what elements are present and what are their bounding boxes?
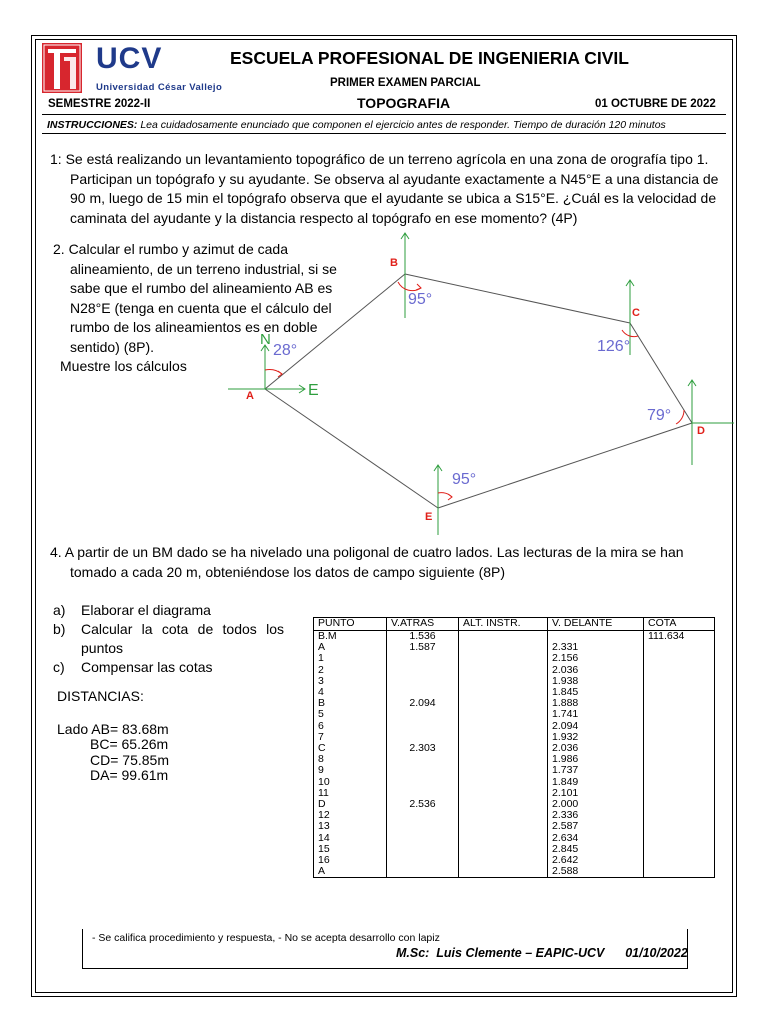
table-cell [459, 765, 548, 776]
course-title: TOPOGRAFIA [357, 95, 451, 111]
table-cell [644, 642, 715, 653]
task-item: a) Elaborar el diagrama [53, 602, 211, 618]
table-cell [387, 754, 459, 765]
question-1-line: 1: Se está realizando un levantamiento topográfico de un terreno agrícola en una zona de orografía tipo 1. [50, 151, 709, 167]
table-cell [459, 810, 548, 821]
distance-item: BC= 65.26m [90, 736, 169, 752]
edge-ab [265, 274, 405, 389]
table-cell [459, 732, 548, 743]
column-header: PUNTO [314, 618, 387, 631]
instructions-label: INSTRUCCIONES: [47, 119, 138, 131]
table-cell [459, 676, 548, 687]
table-cell [459, 821, 548, 832]
table-row [314, 676, 715, 687]
question-2-line: sentido) (8P). [70, 338, 155, 355]
task-item: b) Calcular la cota de todos los [53, 621, 284, 637]
table-cell: 2.094 [387, 698, 459, 709]
table-cell [459, 844, 548, 855]
distance-item: DA= 99.61m [90, 767, 169, 783]
table-cell [387, 844, 459, 855]
table-cell: 10 [314, 777, 387, 788]
table-row [314, 653, 715, 664]
table-cell: 5 [314, 709, 387, 720]
table-row [314, 642, 715, 653]
table-row [314, 665, 715, 676]
table-cell [459, 866, 548, 878]
table-cell: 2.101 [548, 788, 644, 799]
angle-label: 95° [452, 471, 477, 488]
table-cell [387, 866, 459, 878]
table-cell: 2.000 [548, 799, 644, 810]
column-header: V. DELANTE [548, 618, 644, 631]
table-cell: 1.845 [548, 687, 644, 698]
task-item: puntos [81, 640, 124, 656]
task-item: c) Compensar las cotas [53, 659, 213, 675]
table-row [314, 765, 715, 776]
table-cell: 1.986 [548, 754, 644, 765]
table-cell: 2.587 [548, 821, 644, 832]
edge-bc [405, 274, 630, 323]
table-row [314, 799, 715, 810]
table-row [314, 855, 715, 866]
table-cell: 15 [314, 844, 387, 855]
table-cell [644, 743, 715, 754]
table-row [314, 866, 715, 878]
east-label: E [308, 382, 319, 399]
question-2-line: Muestre los cálculos [60, 358, 187, 374]
table-cell: A [314, 866, 387, 878]
table-cell: 2.845 [548, 844, 644, 855]
table-cell [644, 777, 715, 788]
table-row [314, 821, 715, 832]
exam-date: 01 OCTUBRE DE 2022 [595, 98, 716, 110]
column-header: COTA [644, 618, 715, 631]
table-cell [459, 709, 548, 720]
table-cell: 2.331 [548, 642, 644, 653]
table-cell [644, 844, 715, 855]
table-cell: 9 [314, 765, 387, 776]
table-cell: 2.303 [387, 743, 459, 754]
exam-title: PRIMER EXAMEN PARCIAL [330, 77, 481, 89]
point-label-e: E [425, 511, 433, 523]
table-cell [644, 810, 715, 821]
table-cell: 11 [314, 788, 387, 799]
table-cell [387, 676, 459, 687]
table-cell [387, 777, 459, 788]
table-cell [459, 833, 548, 844]
table-cell [387, 709, 459, 720]
table-row [314, 631, 715, 643]
north-arrow-icon [434, 465, 442, 535]
table-cell [644, 687, 715, 698]
question-1-line: Participan un topógrafo y su ayudante. Se observa al ayudante exactamente a N45°E a una distancia de [70, 170, 719, 187]
table-cell [387, 665, 459, 676]
school-title: ESCUELA PROFESIONAL DE INGENIERIA CIVIL [230, 48, 629, 68]
table-cell: 1.741 [548, 709, 644, 720]
table-cell [644, 721, 715, 732]
table-cell: 2.094 [548, 721, 644, 732]
table-cell: 2.536 [387, 799, 459, 810]
table-cell [387, 765, 459, 776]
angle-label: 95° [408, 291, 433, 308]
table-cell [459, 788, 548, 799]
angle-label: 28° [273, 342, 298, 359]
question-2-line: N28°E (tenga en cuenta que el cálculo del [70, 299, 332, 316]
table-cell [387, 653, 459, 664]
table-cell [459, 687, 548, 698]
table-cell: 2.036 [548, 665, 644, 676]
table-cell [459, 698, 548, 709]
distance-item: CD= 75.85m [90, 751, 169, 768]
table-body [314, 631, 715, 878]
table-cell: 2.156 [548, 653, 644, 664]
table-cell [459, 721, 548, 732]
distances-title: DISTANCIAS: [57, 688, 144, 704]
table-cell [644, 788, 715, 799]
edge-ea [265, 389, 438, 508]
table-cell: 13 [314, 821, 387, 832]
table-row [314, 709, 715, 720]
table-cell [644, 709, 715, 720]
point-label-d: D [697, 425, 705, 437]
angle-label: 126° [597, 338, 631, 355]
logo-text: UCV [96, 42, 163, 75]
question-2-line: 2. Calcular el rumbo y azimut de cada [53, 241, 288, 257]
table-cell: 1 [314, 653, 387, 664]
table-row [314, 788, 715, 799]
table-header-row [314, 618, 715, 631]
table-cell: B.M [314, 631, 387, 643]
table-cell: D [314, 799, 387, 810]
table-cell [644, 653, 715, 664]
table-cell [644, 676, 715, 687]
table-cell: A [314, 642, 387, 653]
table-cell [459, 653, 548, 664]
table-cell [644, 665, 715, 676]
table-cell: 12 [314, 810, 387, 821]
table-cell [459, 777, 548, 788]
distance-item: Lado AB= 83.68m [57, 720, 169, 737]
instructions-text: Lea cuidadosamente enunciado que componen el ejercicio antes de responder. Tiempo de duración 120 minutos [137, 119, 666, 131]
leveling-table [313, 617, 715, 878]
table-cell: 2 [314, 665, 387, 676]
table-cell: C [314, 743, 387, 754]
table-row [314, 721, 715, 732]
table-cell [459, 799, 548, 810]
table-cell [387, 833, 459, 844]
table-row [314, 687, 715, 698]
table-cell [644, 799, 715, 810]
table-cell: 1.536 [387, 631, 459, 643]
table-row [314, 844, 715, 855]
table-cell: 1.932 [548, 732, 644, 743]
table-cell [459, 631, 548, 643]
table-row [314, 698, 715, 709]
north-arrow-icon [688, 380, 734, 465]
footer-note: - Se califica procedimiento y respuesta, - No se acepta desarrollo con lapiz [92, 932, 440, 944]
table-cell: 14 [314, 833, 387, 844]
angle-label: 79° [647, 407, 672, 424]
table-cell: 2.036 [548, 743, 644, 754]
table-cell [459, 754, 548, 765]
table-cell: 1.938 [548, 676, 644, 687]
column-header: ALT. INSTR. [459, 618, 548, 631]
table-cell [644, 833, 715, 844]
table-cell: 3 [314, 676, 387, 687]
table-cell: 6 [314, 721, 387, 732]
question-1-line: 90 m, luego de 15 min el topógrafo observa que el ayudante se ubica a S15°E. ¿Cuál es la velocidad de [70, 190, 717, 206]
table-row [314, 754, 715, 765]
column-header: V.ATRAS [387, 618, 459, 631]
table-cell: 111.634 [644, 631, 715, 643]
table-cell [644, 698, 715, 709]
table-cell [644, 855, 715, 866]
angle-arc [676, 410, 684, 424]
table-row [314, 732, 715, 743]
table-row [314, 833, 715, 844]
angle-arc-arrow [416, 284, 421, 290]
table-cell: B [314, 698, 387, 709]
table-cell: 7 [314, 732, 387, 743]
table-cell: 1.888 [548, 698, 644, 709]
point-label-c: C [632, 307, 640, 319]
table-cell: 1.849 [548, 777, 644, 788]
table-cell: 2.588 [548, 866, 644, 878]
table-cell: 2.634 [548, 833, 644, 844]
semester-label: SEMESTRE 2022-II [48, 98, 151, 110]
question-2-line: rumbo de los alineamientos es en doble [70, 319, 318, 335]
distances-block [57, 689, 169, 784]
logo-subtitle: Universidad César Vallejo [96, 82, 223, 93]
question-1-line: caminata del ayudante y la distancia respecto al topógrafo en ese momento? (4P) [70, 209, 578, 226]
table-cell: 2.336 [548, 810, 644, 821]
table-cell: 4 [314, 687, 387, 698]
polygon-edges [265, 274, 692, 508]
table-cell: 1.587 [387, 642, 459, 653]
question-2-line: sabe que el rumbo del alineamiento AB es [70, 280, 333, 296]
table-row [314, 810, 715, 821]
point-label-a: A [246, 390, 254, 402]
table-cell [387, 821, 459, 832]
table-cell [459, 665, 548, 676]
table-cell: 16 [314, 855, 387, 866]
table-cell [644, 732, 715, 743]
table-cell [387, 810, 459, 821]
table-cell [644, 754, 715, 765]
table-cell: 1.737 [548, 765, 644, 776]
table-cell [459, 855, 548, 866]
question-2-line: alineamiento, de un terreno industrial, si se [70, 260, 337, 277]
table-row [314, 743, 715, 754]
task-list [53, 601, 288, 677]
question-4-line: 4. A partir de un BM dado se ha nivelado una poligonal de cuatro lados. Las lecturas de la mira se han [50, 544, 684, 560]
table-cell: 2.642 [548, 855, 644, 866]
table-cell [387, 855, 459, 866]
table-cell [459, 642, 548, 653]
edge-de [438, 423, 692, 508]
point-label-b: B [390, 257, 398, 269]
angle-arc-arrow [448, 494, 452, 500]
table-cell: 8 [314, 754, 387, 765]
north-label: N [260, 331, 271, 348]
footer-signature: M.Sc: Luis Clemente – EAPIC-UCV 01/10/2022 [396, 946, 688, 960]
table-cell [459, 743, 548, 754]
table-cell [644, 765, 715, 776]
table-cell [644, 866, 715, 878]
table-row [314, 777, 715, 788]
table-cell [387, 721, 459, 732]
question-4-line: tomado a cada 20 m, obteniéndose los datos de campo siguiente (8P) [70, 563, 506, 580]
question-4 [50, 543, 720, 582]
table-cell [644, 821, 715, 832]
